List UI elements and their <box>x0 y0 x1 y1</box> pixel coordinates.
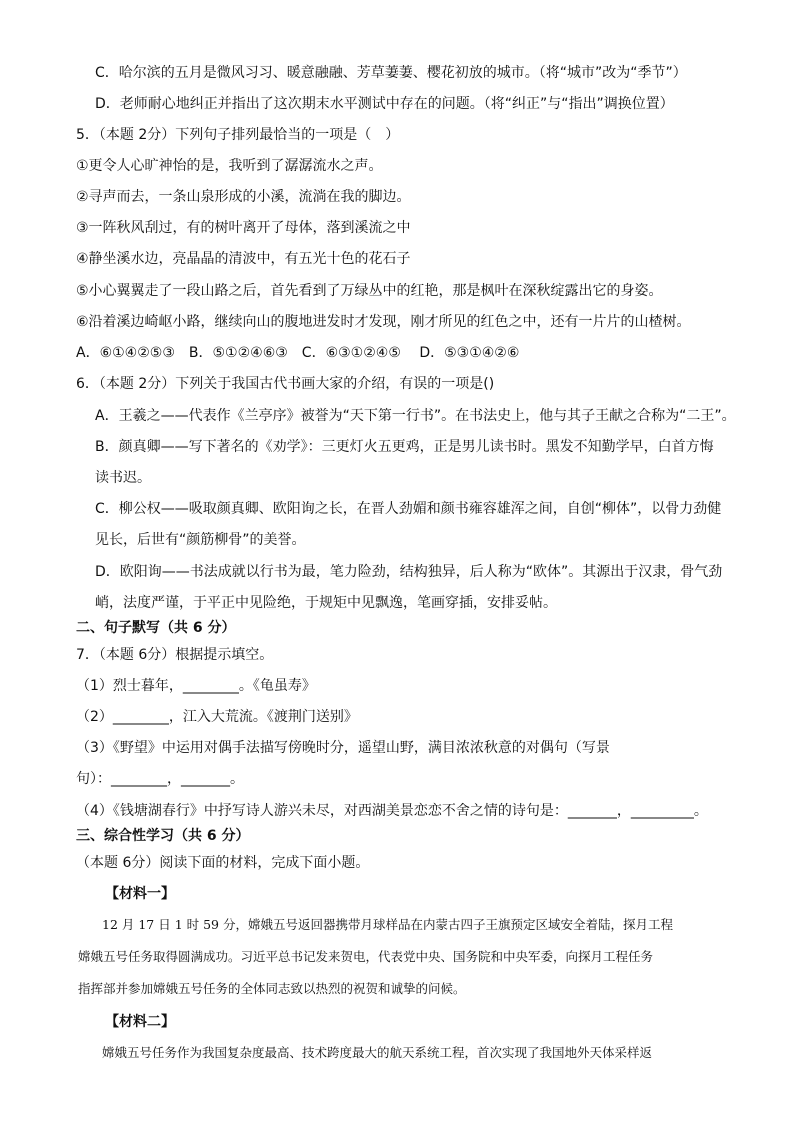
line-d-option-q4: D．老师耐心地纠正并指出了这次期末水平测试中存在的问题。（将“纠正”与“指出”调换位置） <box>95 96 674 112</box>
reading-instruction: （本题 6分）阅读下面的材料，完成下面小题。 <box>76 855 370 871</box>
q5-sentence-4: ④静坐溪水边，亮晶晶的清波中，有五光十色的花石子 <box>76 251 411 267</box>
material-1-text-3: 指挥部并参加嫦娥五号任务的全体同志致以热烈的祝贺和诚挚的问候。 <box>78 981 466 996</box>
question-6-stem: 6．（本题 2分）下列关于我国古代书画大家的介绍，有误的一项是() <box>76 376 495 392</box>
q5-options: A．⑥①④②⑤③ B．⑤①②④⑥③ C．⑥③①②④⑤ D．⑤③①④②⑥ <box>76 345 520 361</box>
line-c-option-q4: C．哈尔滨的五月是微风习习、暖意融融、芳草萋萋、樱花初放的城市。（将“城市”改为“季节”） <box>95 65 687 81</box>
q5-sentence-3: ③一阵秋风刮过，有的树叶离开了母体，落到溪流之中 <box>76 220 411 236</box>
q6-option-a: A．王羲之——代表作《兰亭序》被誉为“天下第一行书”。在书法史上，他与其子王献之合称为“二王”。 <box>95 408 736 424</box>
q6-option-c-cont: 见长，后世有“颜筋柳骨”的美誉。 <box>95 532 306 548</box>
question-7-stem: 7．（本题 6分）根据提示填空。 <box>76 647 274 663</box>
material-1-title: 【材料一】 <box>105 886 175 902</box>
q7-item-3: （3）《野望》中运用对偶手法描写傍晚时分，遥望山野，满目浓浓秋意的对偶句（写景 <box>76 740 610 756</box>
section-2-heading: 二、句子默写（共 6 分） <box>76 620 236 636</box>
material-1-text-2: 嫦娥五号任务取得圆满成功。习近平总书记发来贺电，代表党中央、国务院和中央军委，向探月工程任务 <box>78 949 654 964</box>
q6-option-d-cont: 峭，法度严谨，于平正中见险绝，于规矩中见飘逸，笔画穿插，安排妥帖。 <box>95 595 557 611</box>
q7-item-2: （2）________，江入大荒流。《渡荆门送别》 <box>76 709 358 725</box>
q5-sentence-1: ①更令人心旷神怡的是，我听到了潺潺流水之声。 <box>76 158 383 174</box>
q5-sentence-6: ⑥沿着溪边崎岖小路，继续向山的腹地进发时才发现，刚才所见的红色之中，还有一片片的山楂树。 <box>76 314 691 330</box>
q5-sentence-5: ⑤小心翼翼走了一段山路之后，首先看到了万绿丛中的红艳，那是枫叶在深秋绽露出它的身姿。 <box>76 283 663 299</box>
material-2-title: 【材料二】 <box>105 1014 175 1030</box>
q7-item-4: （4）《钱塘湖春行》中抒写诗人游兴未尽，对西湖美景恋恋不舍之情的诗句是：_______，_________。 <box>76 803 708 819</box>
q6-option-b: B．颜真卿——写下著名的《劝学》：三更灯火五更鸡，正是男儿读书时。黑发不知勤学早，白首方悔 <box>95 439 714 455</box>
q5-sentence-2: ②寻声而去，一条山泉形成的小溪，流淌在我的脚边。 <box>76 189 411 205</box>
material-2-text-1: 嫦娥五号任务作为我国复杂度最高、技术跨度最大的航天系统工程，首次实现了我国地外天体采样返 <box>102 1045 653 1060</box>
material-1-text-1: 12 月 17 日 1 时 59 分，嫦娥五号返回器携带月球样品在内蒙古四子王旗预定区域安全着陆，探月工程 <box>102 917 673 932</box>
q6-option-c: C．柳公权——吸取颜真卿、欧阳询之长，在晋人劲媚和颜书雍容雄浑之间，自创“柳体”，以骨力劲健 <box>95 501 722 517</box>
question-5-stem: 5．（本题 2分）下列句子排列最恰当的一项是（ ） <box>76 127 400 143</box>
section-3-heading: 三、综合性学习（共 6 分） <box>76 828 250 844</box>
q7-item-3-cont: 句）：________，_______。 <box>76 771 244 787</box>
q6-option-b-cont: 读书迟。 <box>95 470 151 486</box>
q7-item-1: （1）烈士暮年，________。《龟虽寿》 <box>76 678 316 694</box>
q6-option-d: D．欧阳询——书法成就以行书为最，笔力险劲，结构独异，后人称为“欧体”。其源出于汉隶，骨气劲 <box>95 564 723 580</box>
